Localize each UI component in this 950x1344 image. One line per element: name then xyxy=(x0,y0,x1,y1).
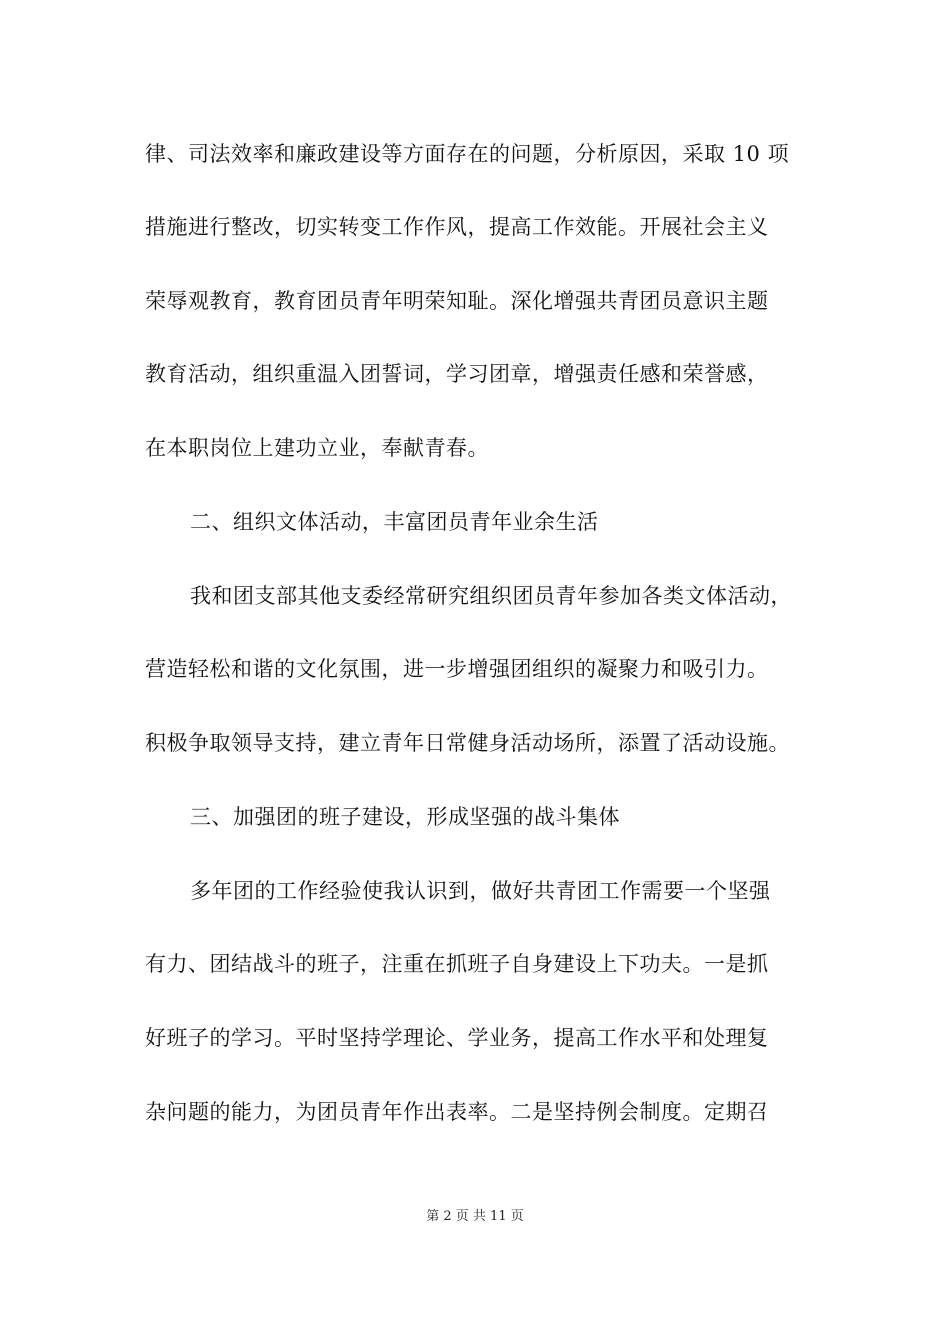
paragraph-line: 多年团的工作经验使我认识到，做好共青团工作需要一个坚强 xyxy=(190,879,771,903)
paragraph-line: 在本职岗位上建功立业，奉献青春。 xyxy=(145,436,489,460)
paragraph-line: 措施进行整改，切实转变工作作风，提高工作效能。开展社会主义 xyxy=(145,215,769,239)
paragraph-line: 教育活动，组织重温入团誓词，学习团章，增强责任感和荣誉感， xyxy=(145,362,769,386)
section-heading-3: 三、加强团的班子建设，形成坚强的战斗集体 xyxy=(190,805,620,829)
paragraph-line: 营造轻松和谐的文化氛围，进一步增强团组织的凝聚力和吸引力。 xyxy=(145,657,769,681)
paragraph-line: 好班子的学习。平时坚持学理论、学业务，提高工作水平和处理复 xyxy=(145,1026,769,1050)
page-number: 第 2 页 共 11 页 xyxy=(426,1209,524,1224)
page-footer xyxy=(0,1208,950,1226)
paragraph-line: 积极争取领导支持，建立青年日常健身活动场所，添置了活动设施。 xyxy=(145,731,790,755)
paragraph-line: 律、司法效率和廉政建设等方面存在的问题，分析原因，采取 10 项 xyxy=(145,142,790,166)
paragraph-line: 荣辱观教育，教育团员青年明荣知耻。深化增强共青团员意识主题 xyxy=(145,289,769,313)
section-heading-2: 二、组织文体活动，丰富团员青年业余生活 xyxy=(190,510,599,534)
paragraph-line: 我和团支部其他支委经常研究组织团员青年参加各类文体活动， xyxy=(190,584,792,608)
paragraph-line: 有力、团结战斗的班子，注重在抓班子自身建设上下功夫。一是抓 xyxy=(145,952,769,976)
paragraph-line: 杂问题的能力，为团员青年作出表率。二是坚持例会制度。定期召 xyxy=(145,1100,769,1124)
